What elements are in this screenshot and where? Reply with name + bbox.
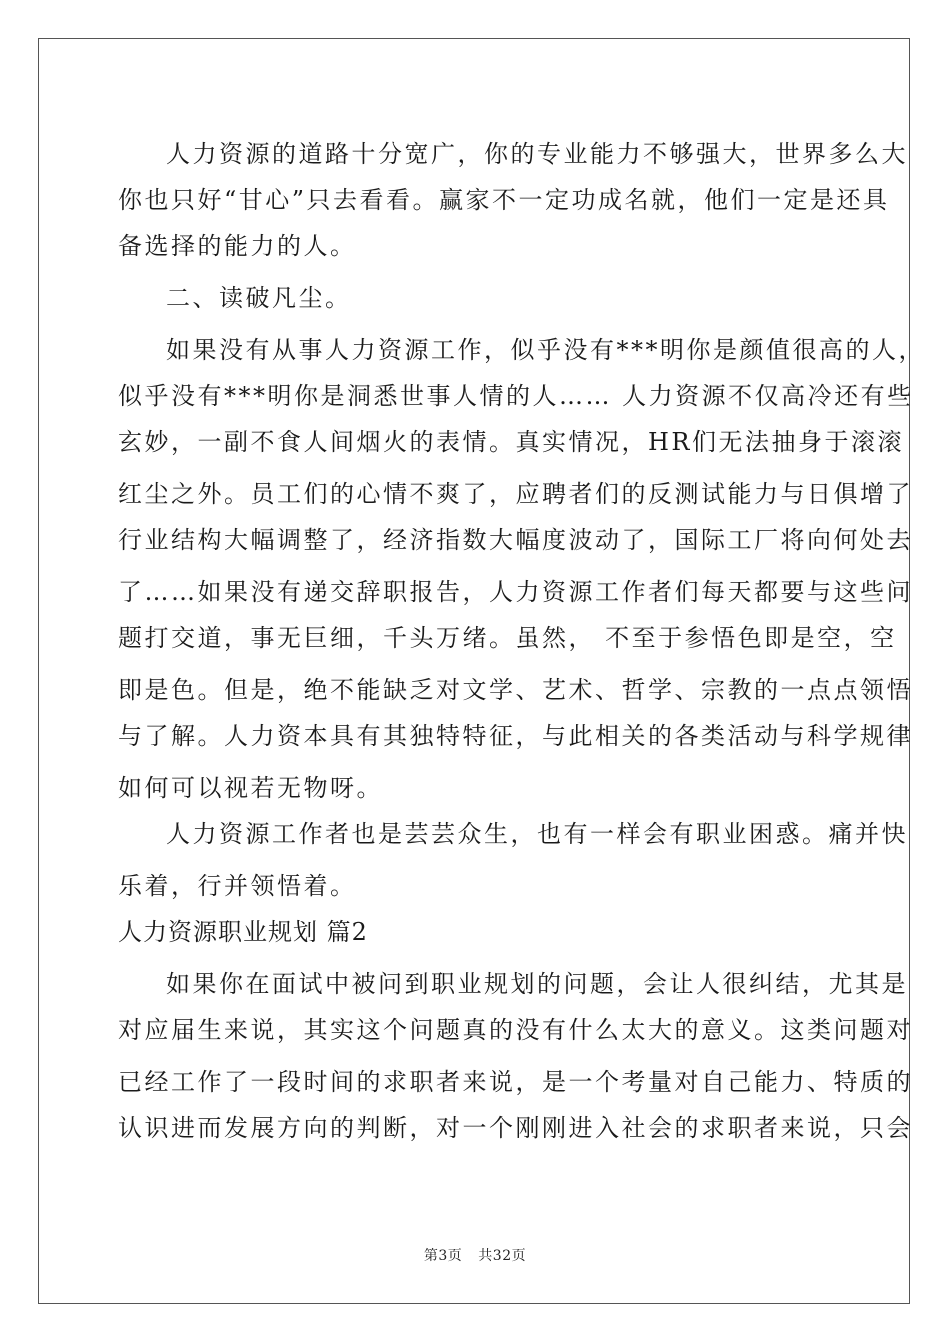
paragraph-line: 对应届生来说，其实这个问题真的没有什么太大的意义。这类问题对 [118, 1016, 913, 1044]
paragraph-line: 你也只好“甘心”只去看看。赢家不一定功成名就，他们一定是还具 [118, 186, 890, 214]
paragraph-line: 备选择的能力的人。 [118, 232, 357, 260]
paragraph-line: 了……如果没有递交辞职报告，人力资源工作者们每天都要与这些问 [118, 578, 913, 606]
page-number: 第3页 [423, 1248, 463, 1264]
paragraph-line: 如何可以视若无物呀。 [118, 774, 383, 802]
page-footer [0, 1245, 950, 1265]
paragraph-line: 红尘之外。员工们的心情不爽了，应聘者们的反测试能力与日俱增了 [118, 480, 913, 508]
paragraph-line: 行业结构大幅调整了，经济指数大幅度波动了，国际工厂将向何处去 [118, 526, 913, 554]
paragraph-line: 题打交道，事无巨细，千头万绪。虽然， 不至于参悟色即是空，空 [118, 624, 897, 652]
section-heading: 二、读破凡尘。 [166, 284, 352, 312]
paragraph-line: 与了解。人力资本具有其独特特征，与此相关的各类活动与科学规律 [118, 722, 913, 750]
paragraph-line: 玄妙，一副不食人间烟火的表情。真实情况，HR们无法抽身于滚滚 [118, 428, 904, 456]
page-total: 共32页 [478, 1248, 527, 1264]
paragraph-line: 认识进而发展方向的判断，对一个刚刚进入社会的求职者来说，只会 [118, 1114, 913, 1142]
paragraph-line: 如果没有从事人力资源工作，似乎没有***明你是颜值很高的人， [166, 336, 925, 364]
paragraph-line: 人力资源的道路十分宽广，你的专业能力不够强大，世界多么大 [166, 140, 908, 168]
paragraph-line: 乐着，行并领悟着。 [118, 872, 357, 900]
paragraph-line: 如果你在面试中被问到职业规划的问题，会让人很纠结，尤其是 [166, 970, 908, 998]
section-title: 人力资源职业规划 篇2 [118, 918, 368, 946]
paragraph-line: 似乎没有***明你是洞悉世事人情的人…… 人力资源不仅高冷还有些 [118, 382, 914, 410]
paragraph-line: 人力资源工作者也是芸芸众生，也有一样会有职业困惑。痛并快 [166, 820, 908, 848]
paragraph-line: 已经工作了一段时间的求职者来说，是一个考量对自己能力、特质的 [118, 1068, 913, 1096]
paragraph-line: 即是色。但是，绝不能缺乏对文学、艺术、哲学、宗教的一点点领悟 [118, 676, 913, 704]
